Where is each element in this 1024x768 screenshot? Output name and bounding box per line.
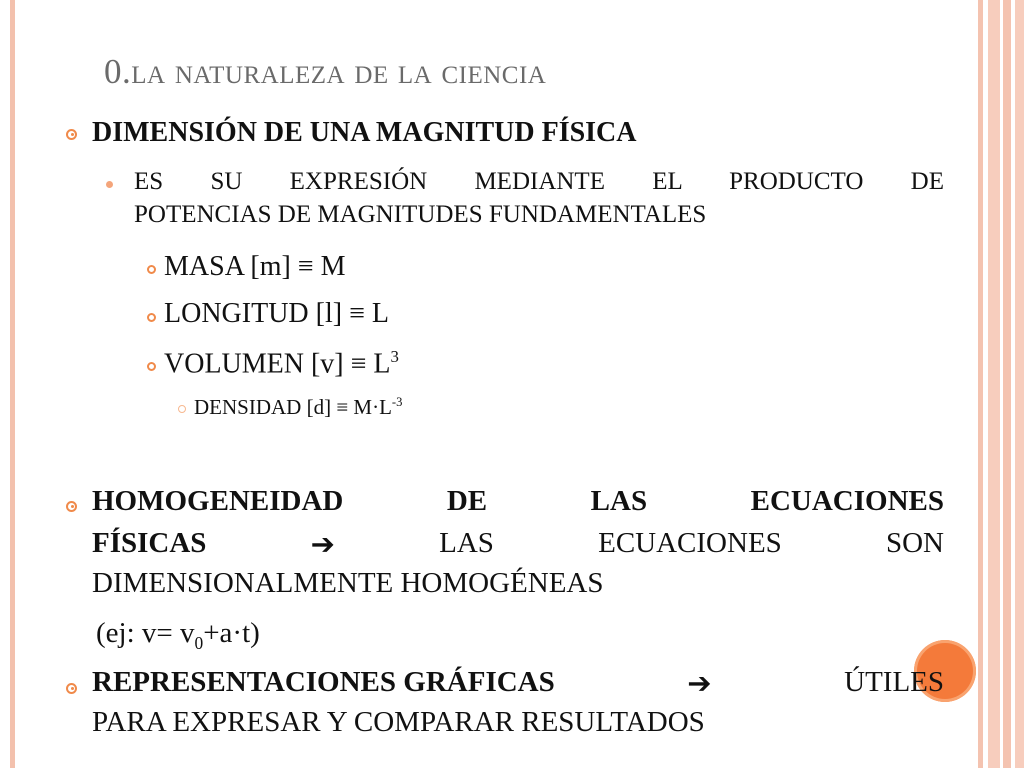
item-density-exponent: -3 bbox=[391, 395, 403, 409]
homogeneity-word-ecuaciones: ECUACIONES bbox=[598, 527, 782, 559]
item-density-label: DENSIDAD [d] ≡ M·L bbox=[194, 395, 392, 419]
bullet-dot-icon bbox=[106, 181, 113, 188]
graphics-line-1 bbox=[92, 666, 944, 701]
left-frame-line bbox=[10, 0, 15, 768]
arrow-icon: ➔ bbox=[687, 668, 712, 700]
homogeneity-line-3: DIMENSIONALMENTE HOMOGÉNEAS bbox=[92, 567, 604, 599]
homogeneity-word-3: LAS bbox=[590, 485, 648, 517]
homogeneity-line-2 bbox=[92, 527, 944, 562]
bullet-icon bbox=[66, 501, 77, 512]
bullet-icon bbox=[66, 683, 77, 694]
section-heading-dimension: DIMENSIÓN DE UNA MAGNITUD FÍSICA bbox=[92, 117, 637, 148]
item-mass: MASA [m] ≡ M bbox=[164, 251, 346, 282]
homogeneity-fisicas: FÍSICAS bbox=[92, 527, 207, 559]
homogeneity-word-son: SON bbox=[885, 527, 944, 559]
bullet-icon bbox=[66, 129, 77, 140]
item-volume-exponent: 3 bbox=[390, 347, 399, 366]
right-decorative-stripes bbox=[978, 0, 1024, 768]
example-subscript: 0 bbox=[194, 632, 204, 653]
homogeneity-word-1: HOMOGENEIDAD bbox=[92, 485, 344, 517]
item-length: LONGITUD [l] ≡ L bbox=[164, 298, 389, 329]
bullet-icon bbox=[147, 362, 156, 371]
definition-line-1: ES SU EXPRESIÓN MEDIANTE EL PRODUCTO DE bbox=[134, 168, 944, 195]
example-prefix: (ej: v= v bbox=[96, 617, 195, 649]
item-volume-label: VOLUMEN [v] ≡ L bbox=[164, 348, 391, 380]
graphics-line-2: PARA EXPRESAR Y COMPARAR RESULTADOS bbox=[92, 706, 705, 738]
homogeneity-word-2: DE bbox=[446, 485, 488, 517]
item-volume bbox=[164, 347, 399, 380]
example-suffix: +a·t) bbox=[203, 617, 260, 649]
arrow-icon: ➔ bbox=[310, 529, 335, 561]
bullet-small-icon bbox=[178, 405, 186, 413]
homogeneity-line-1 bbox=[92, 485, 944, 518]
bullet-icon bbox=[147, 265, 156, 274]
definition-line-2: POTENCIAS DE MAGNITUDES FUNDAMENTALES bbox=[134, 201, 707, 228]
homogeneity-word-las: LAS bbox=[439, 527, 494, 559]
item-density bbox=[194, 395, 402, 420]
homogeneity-example bbox=[96, 617, 260, 654]
bullet-icon bbox=[147, 313, 156, 322]
graphics-utiles: ÚTILES bbox=[844, 666, 944, 698]
slide-title: 0.la naturaleza de la ciencia bbox=[104, 52, 547, 91]
graphics-bold: REPRESENTACIONES GRÁFICAS bbox=[92, 666, 555, 698]
homogeneity-word-4: ECUACIONES bbox=[750, 485, 944, 517]
